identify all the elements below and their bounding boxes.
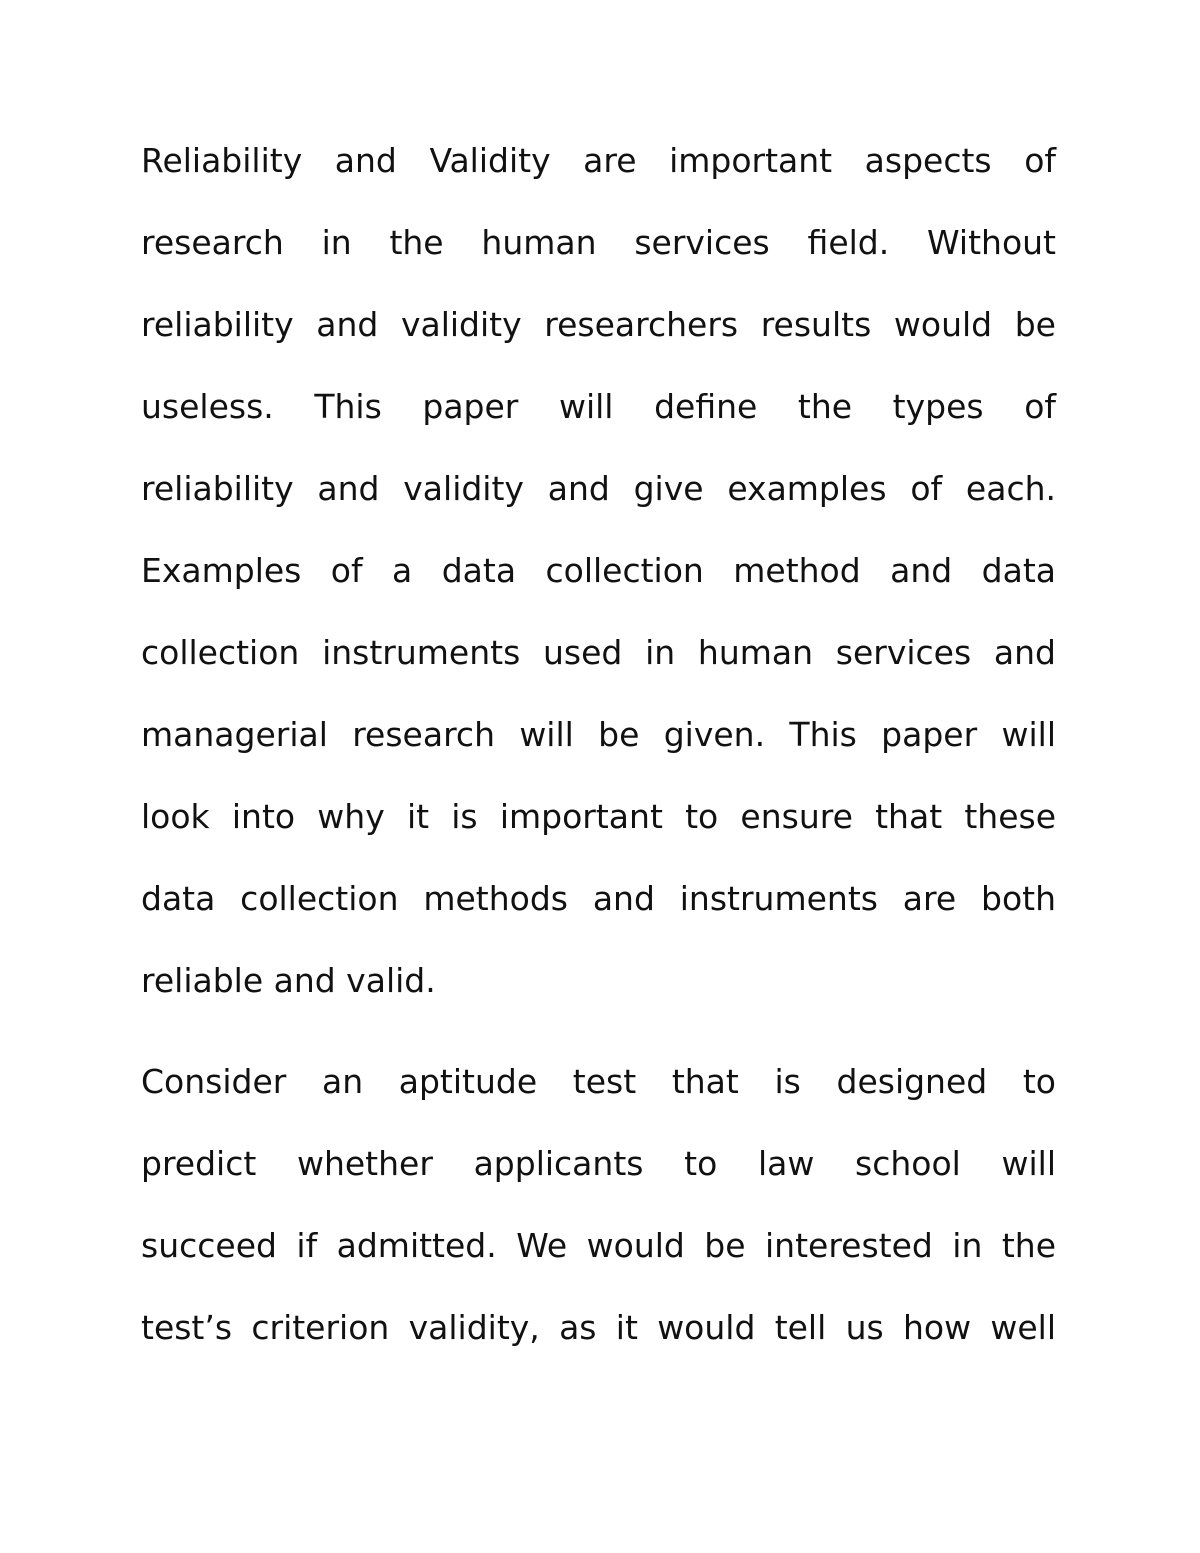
text-line: data collection methods and instruments are both [141,879,1056,918]
paragraph-example [141,1047,1056,1375]
paragraph-intro [141,126,1056,1028]
text-line: succeed if admitted. We would be interested in the [141,1226,1056,1265]
text-line: Consider an aptitude test that is designed to [141,1062,1056,1101]
text-line: reliability and validity and give examples of each. [141,469,1056,508]
text-line: Reliability and Validity are important aspects of [141,141,1056,180]
text-line: test’s criterion validity, as it would tell us how well [141,1308,1056,1347]
text-line: look into why it is important to ensure that these [141,797,1056,836]
text-line: predict whether applicants to law school will [141,1144,1056,1183]
text-line: reliable and valid. [141,961,436,1000]
document-body [141,126,1056,1375]
text-line: reliability and validity researchers results would be [141,305,1056,344]
text-line: managerial research will be given. This paper will [141,715,1056,754]
text-line: research in the human services field. Without [141,223,1056,262]
paragraph-spacing [141,1028,1056,1047]
text-line: Examples of a data collection method and data [141,551,1056,590]
text-line: collection instruments used in human services and [141,633,1056,672]
text-line: useless. This paper will define the types of [141,387,1056,426]
